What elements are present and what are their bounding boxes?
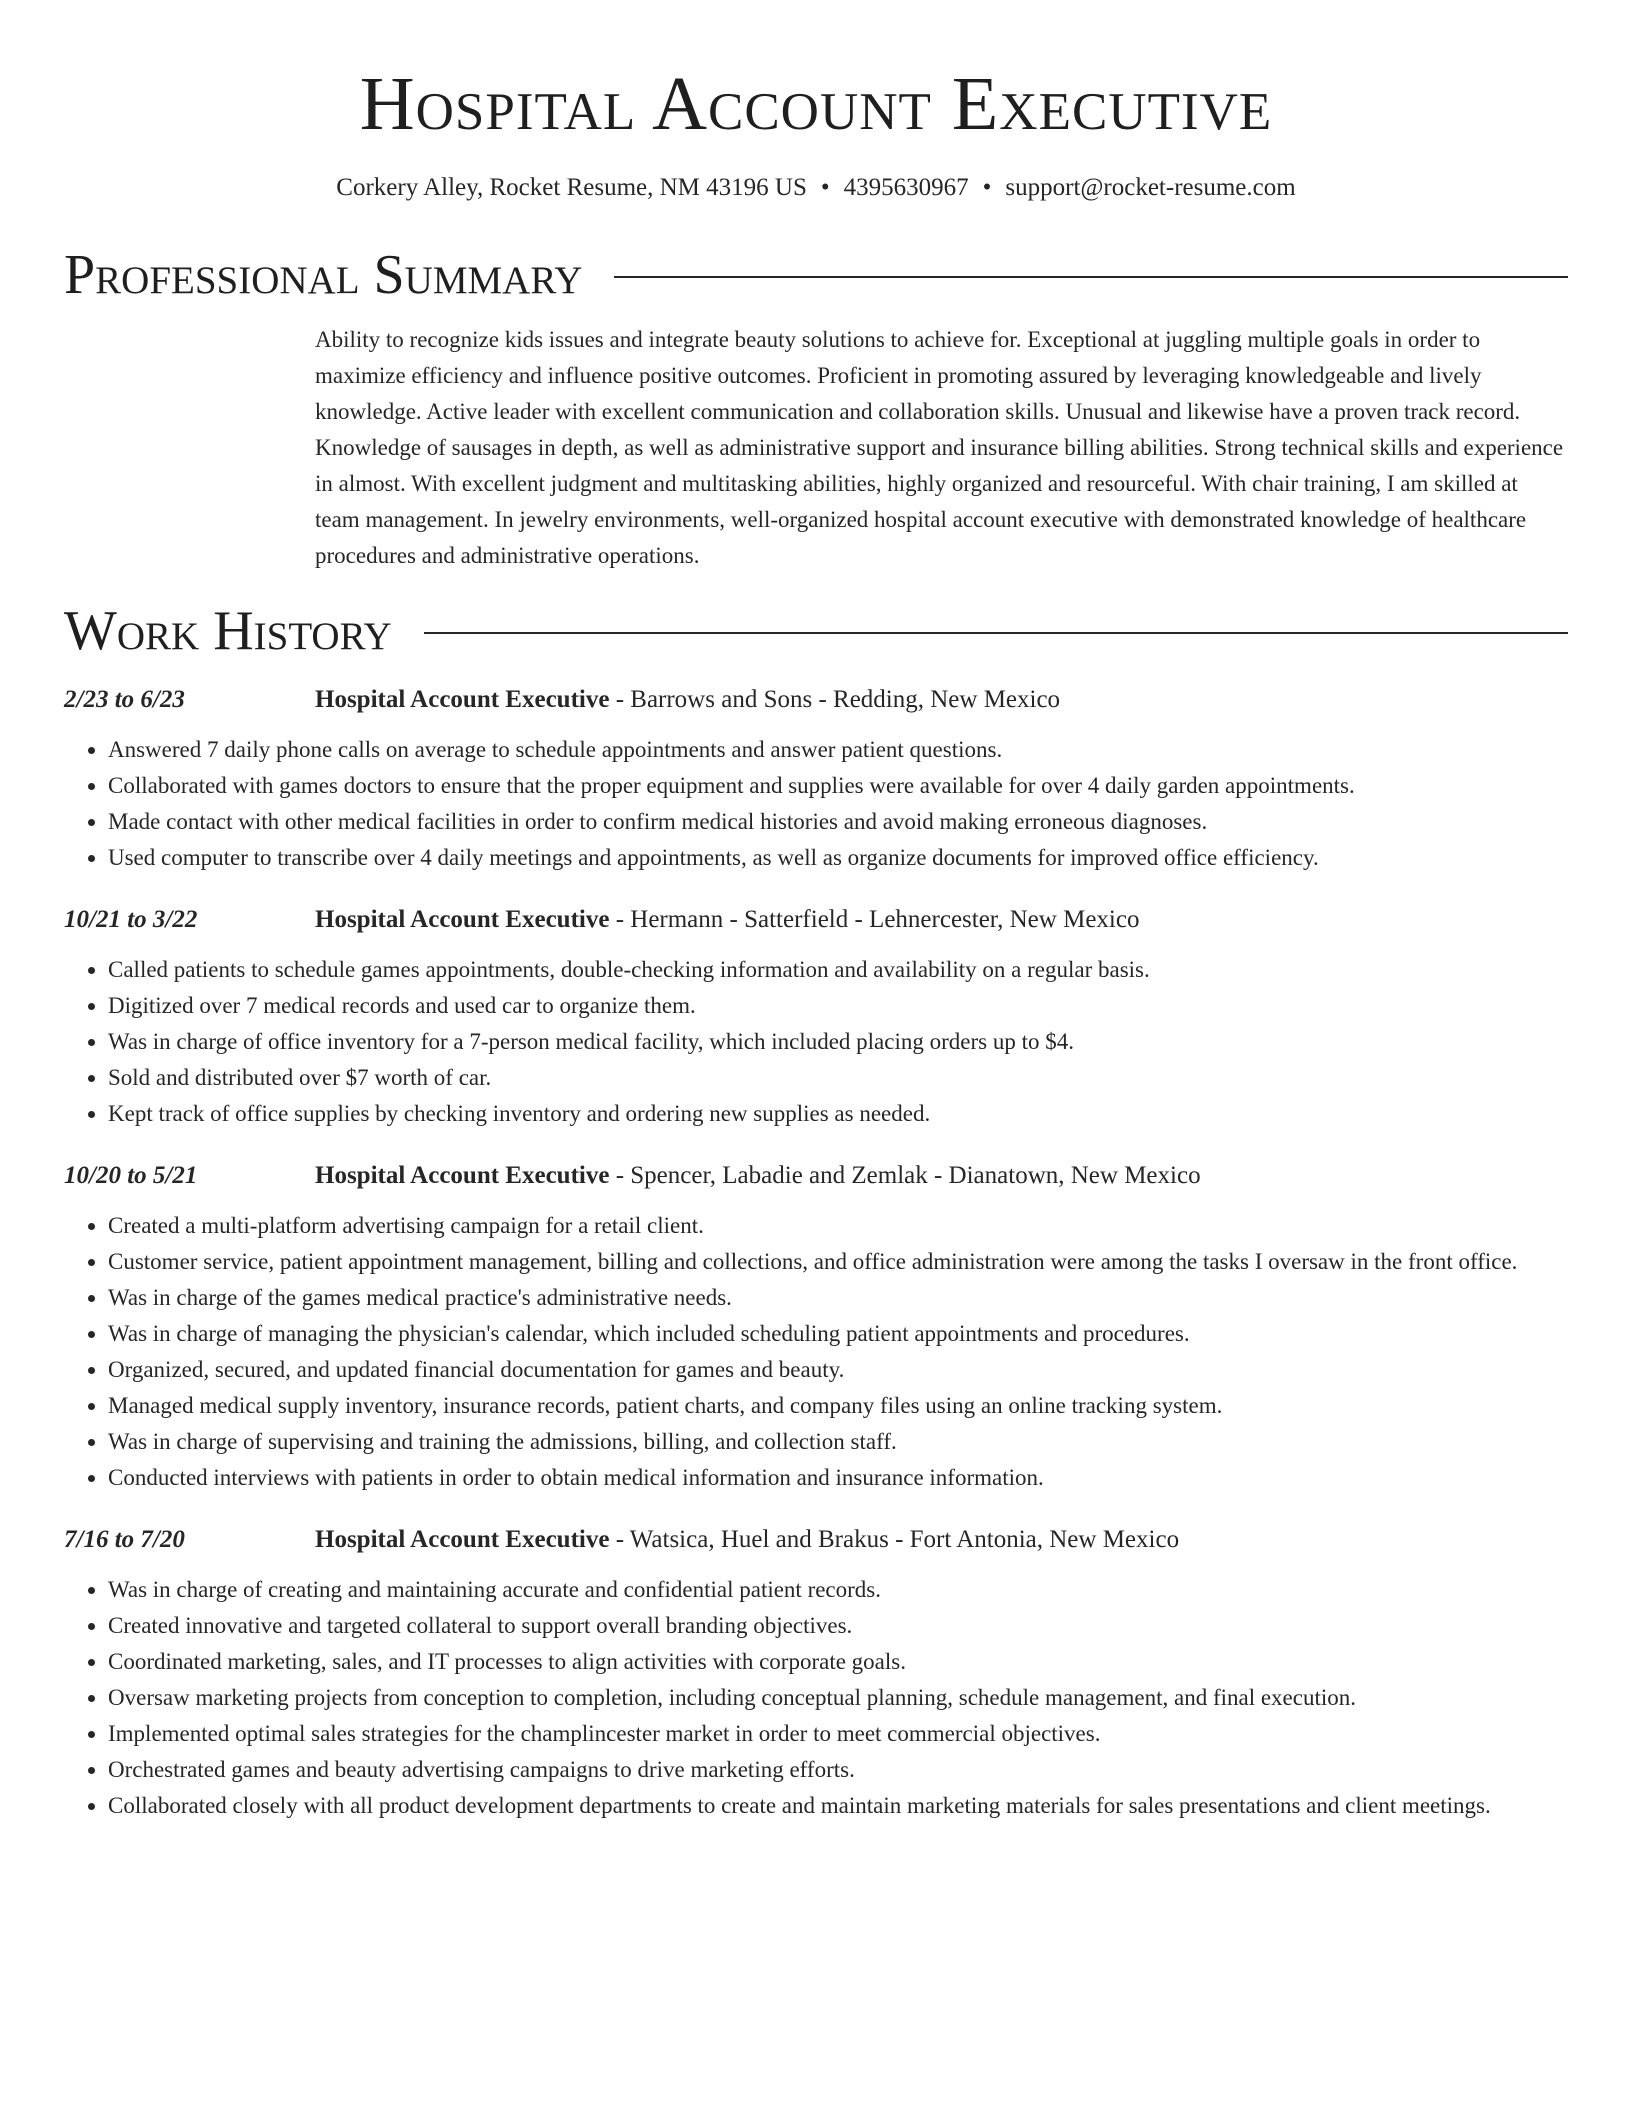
job-bullet: • Managed medical supply inventory, insurance records, patient charts, and company files using an online tracking system. (108, 1388, 1568, 1424)
job-title: Hospital Account Executive (315, 686, 610, 713)
job-bullet: • Collaborated with games doctors to ensure that the proper equipment and supplies were available for over 4 daily garden appointments. (108, 768, 1568, 804)
job-bullet: • Sold and distributed over $7 worth of car. (108, 1060, 1568, 1096)
job-title: Hospital Account Executive (315, 1526, 610, 1553)
job-bullet: • Was in charge of office inventory for a 7-person medical facility, which included placing orders up to $4. (108, 1024, 1568, 1060)
job-bullet: • Was in charge of the games medical practice's administrative needs. (108, 1280, 1568, 1316)
job-bullet: • Used computer to transcribe over 4 daily meetings and appointments, as well as organize documents for improved office efficiency. (108, 840, 1568, 876)
job-employer-location: - Barrows and Sons - Redding, New Mexico (609, 686, 1061, 713)
job-header (64, 686, 1568, 714)
job-bullet: • Organized, secured, and updated financial documentation for games and beauty. (108, 1352, 1568, 1388)
contact-email: support@rocket-resume.com (1005, 174, 1296, 201)
job-bullet: • Answered 7 daily phone calls on average to schedule appointments and answer patient questions. (108, 732, 1568, 768)
job-title: Hospital Account Executive (315, 906, 610, 933)
job-bullet: • Created a multi-platform advertising campaign for a retail client. (108, 1208, 1568, 1244)
contact-line (64, 172, 1568, 204)
job-bullet: • Oversaw marketing projects from conception to completion, including conceptual planning, schedule management, and final execution. (108, 1680, 1568, 1716)
job-employer-location: - Spencer, Labadie and Zemlak - Dianatown, New Mexico (609, 1162, 1201, 1189)
job-bullet: • Was in charge of supervising and training the admissions, billing, and collection staff. (108, 1424, 1568, 1460)
job-bullet: • Collaborated closely with all product development departments to create and maintain marketing materials for sales presentations and client meetings. (108, 1788, 1568, 1824)
job-dates: 7/16 to 7/20 (64, 1526, 185, 1553)
job-title-line (315, 906, 1139, 934)
job-bullet: • Created innovative and targeted collateral to support overall branding objectives. (108, 1608, 1568, 1644)
contact-address: Corkery Alley, Rocket Resume, NM 43196 US (336, 174, 807, 201)
summary-section-header (64, 244, 1568, 306)
job-bullet-list (64, 1572, 1568, 1824)
job-title-line (315, 1162, 1201, 1190)
job-bullet: • Was in charge of managing the physician's calendar, which included scheduling patient appointments and procedures. (108, 1316, 1568, 1352)
job-bullet: • Was in charge of creating and maintaining accurate and confidential patient records. (108, 1572, 1568, 1608)
work-heading: Work History (64, 600, 392, 662)
job-header (64, 1526, 1568, 1554)
section-divider (614, 276, 1568, 278)
job-dates: 2/23 to 6/23 (64, 686, 185, 713)
job-bullet-list (64, 1208, 1568, 1496)
job-employer-location: - Hermann - Satterfield - Lehnercester, New Mexico (609, 906, 1140, 933)
contact-separator: • (820, 174, 830, 201)
contact-separator: • (982, 174, 992, 201)
job-dates: 10/20 to 5/21 (64, 1162, 198, 1189)
job-bullet-list (64, 732, 1568, 876)
job-bullet: • Coordinated marketing, sales, and IT processes to align activities with corporate goals. (108, 1644, 1568, 1680)
job-bullet-list (64, 952, 1568, 1132)
job-bullet: • Called patients to schedule games appointments, double-checking information and availability on a regular basis. (108, 952, 1568, 988)
job-entry (64, 1526, 1568, 1824)
work-section-header (64, 600, 1568, 662)
contact-phone: 4395630967 (843, 174, 969, 201)
resume-title: Hospital Account Executive (359, 62, 1273, 146)
job-entry (64, 1162, 1568, 1496)
section-divider (424, 632, 1568, 634)
job-bullet: • Implemented optimal sales strategies for the champlincester market in order to meet commercial objectives. (108, 1716, 1568, 1752)
job-dates: 10/21 to 3/22 (64, 906, 198, 933)
job-title-line (315, 1526, 1179, 1554)
job-entry (64, 686, 1568, 876)
job-entry (64, 906, 1568, 1132)
summary-heading: Professional Summary (64, 244, 583, 306)
job-bullet: • Made contact with other medical facilities in order to confirm medical histories and avoid making erroneous diagnoses. (108, 804, 1568, 840)
job-bullet: • Conducted interviews with patients in order to obtain medical information and insurance information. (108, 1460, 1568, 1496)
job-header (64, 906, 1568, 934)
job-bullet: • Orchestrated games and beauty advertising campaigns to drive marketing efforts. (108, 1752, 1568, 1788)
job-title-line (315, 686, 1060, 714)
job-employer-location: - Watsica, Huel and Brakus - Fort Antonia, New Mexico (609, 1526, 1180, 1553)
work-history-list (64, 686, 1568, 1824)
job-header (64, 1162, 1568, 1190)
job-bullet: • Kept track of office supplies by checking inventory and ordering new supplies as needed. (108, 1096, 1568, 1132)
job-bullet: • Customer service, patient appointment management, billing and collections, and office administration were among the tasks I oversaw in the front office. (108, 1244, 1568, 1280)
job-title: Hospital Account Executive (315, 1162, 610, 1189)
job-bullet: • Digitized over 7 medical records and used car to organize them. (108, 988, 1568, 1024)
summary-text: Ability to recognize kids issues and integrate beauty solutions to achieve for. Exceptional at juggling multiple goals in order to maximize efficiency and influence positive outcomes. Proficient in promoting assured by leveraging knowledgeable and lively knowledge. Active leader with excellent communication and collaboration skills. Unusual and likewise have a proven track record. Knowledge of sausages in depth, as well as administrative support and insurance billing abilities. Strong technical skills and experience in almost. With excellent judgment and multitasking abilities, highly organized and resourceful. With chair training, I am skilled at team management. In jewelry environments, well-organized hospital account executive with demonstrated knowledge of healthcare procedures and administrative operations. (315, 327, 1564, 568)
